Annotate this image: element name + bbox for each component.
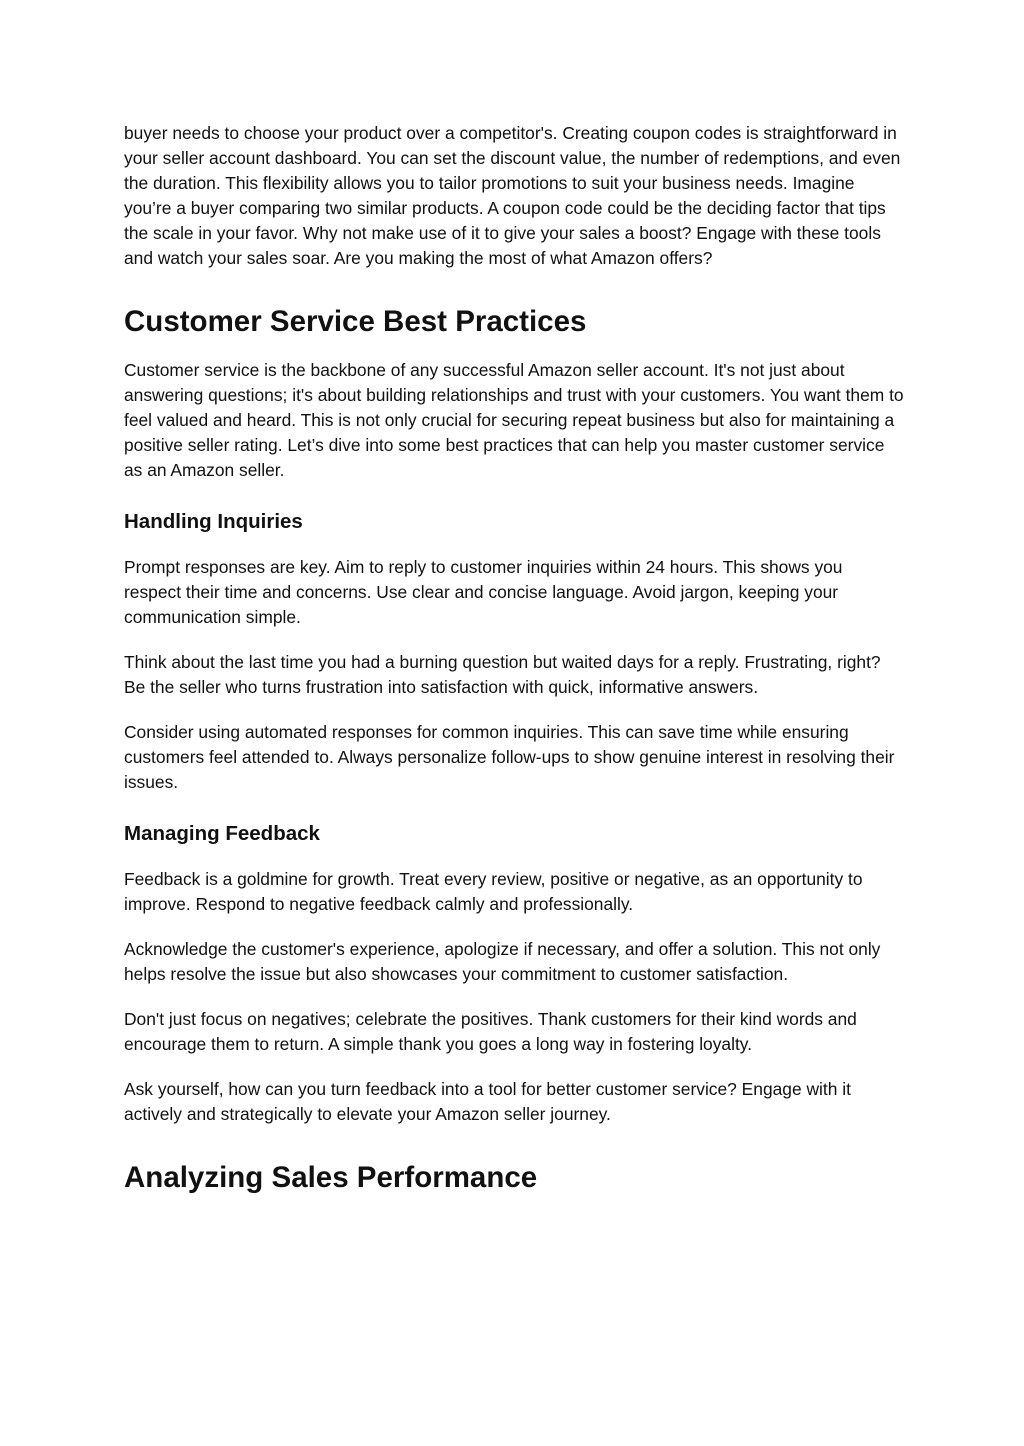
feedback-paragraph-4: Ask yourself, how can you turn feedback into a tool for better customer service? Engage with it actively and strategically to elevate your Amazon seller journey. — [124, 1079, 851, 1124]
feedback-paragraph-3: Don't just focus on negatives; celebrate the positives. Thank customers for their kind words and encourage them to return. A simple thank you goes a long way in fostering loyalty. — [124, 1009, 857, 1054]
heading-sales-performance: Analyzing Sales Performance — [124, 1161, 538, 1194]
inquiries-paragraph-1: Prompt responses are key. Aim to reply to customer inquiries within 24 hours. This shows you respect their time and concerns. Use clear and concise language. Avoid jargon, keeping your communication simple. — [124, 557, 843, 627]
intro-paragraph: buyer needs to choose your product over a competitor's. Creating coupon codes is straightforward in your seller account dashboard. You can set the discount value, the number of redemptions, and even the duration. This flexibility allows you to tailor promotions to suit your business needs. Imagine you’re a buyer comparing two similar products. A coupon code could be the deciding factor that tips the scale in your favor. Why not make use of it to give your sales a boost? Engage with these tools and watch your sales soar. Are you making the most of what Amazon offers? — [124, 123, 901, 268]
inquiries-paragraph-2: Think about the last time you had a burning question but waited days for a reply. Frustrating, right? Be the seller who turns frustration into satisfaction with quick, informative answers. — [124, 652, 881, 697]
heading-managing-feedback: Managing Feedback — [124, 822, 320, 845]
heading-handling-inquiries: Handling Inquiries — [124, 510, 303, 533]
customer-service-paragraph: Customer service is the backbone of any successful Amazon seller account. It's not just about answering questions; it's about building relationships and trust with your customers. You want them to feel valued and heard. This is not only crucial for securing repeat business but also for maintaining a positive seller rating. Let’s dive into some best practices that can help you master customer service as an Amazon seller. — [124, 360, 904, 480]
document-page — [124, 121, 904, 1196]
heading-customer-service: Customer Service Best Practices — [124, 305, 587, 338]
inquiries-paragraph-3: Consider using automated responses for common inquiries. This can save time while ensuring customers feel attended to. Always personalize follow-ups to show genuine interest in resolving their issues. — [124, 722, 895, 792]
feedback-paragraph-2: Acknowledge the customer's experience, apologize if necessary, and offer a solution. This not only helps resolve the issue but also showcases your commitment to customer satisfaction. — [124, 939, 881, 984]
feedback-paragraph-1: Feedback is a goldmine for growth. Treat every review, positive or negative, as an opportunity to improve. Respond to negative feedback calmly and professionally. — [124, 869, 863, 914]
